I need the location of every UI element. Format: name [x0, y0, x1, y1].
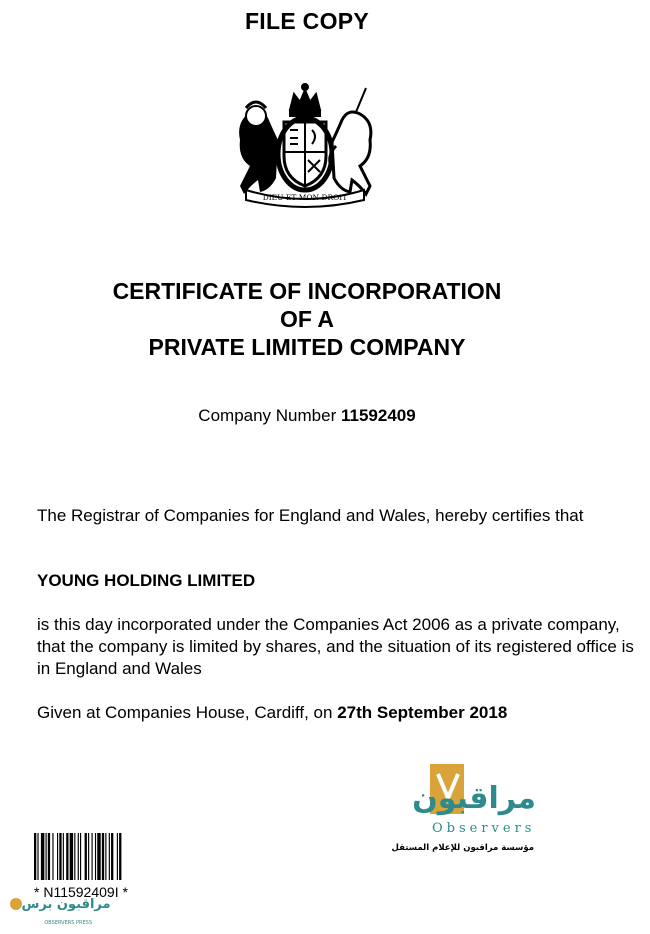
press-arabic-name: مراقبون برس [21, 897, 111, 912]
royal-coat-of-arms-icon [232, 82, 378, 206]
barcode-bar [80, 833, 81, 880]
registrar-certifies-paragraph: The Registrar of Companies for England and Wales, hereby certifies that [37, 506, 584, 525]
barcode-bar [46, 833, 47, 880]
company-number-label: Company Number [198, 406, 337, 425]
barcode-bar [48, 833, 50, 880]
title-line-3: PRIVATE LIMITED COMPANY [148, 334, 466, 360]
press-english-name: OBSERVERS PRESS [44, 920, 92, 926]
barcode-bar [52, 833, 53, 880]
barcode-bar [63, 833, 64, 880]
observers-logo-icon [391, 762, 544, 858]
title-line-1: CERTIFICATE OF INCORPORATION [112, 278, 502, 304]
barcode-bar [34, 833, 36, 880]
title-line-2: OF A [279, 306, 335, 332]
barcode-bar [59, 833, 61, 880]
company-number-value: 11592409 [340, 406, 416, 425]
certificate-title [0, 277, 614, 361]
file-copy-heading: FILE COPY [244, 8, 370, 34]
barcode-bar [41, 833, 44, 880]
barcode-bar [95, 833, 96, 880]
barcode-bar [57, 833, 58, 880]
barcode-bar [66, 833, 68, 880]
barcode-bar [70, 833, 73, 880]
barcode-bar [37, 833, 38, 880]
barcode-bar [102, 833, 104, 880]
barcode-bar [85, 833, 87, 880]
observers-arabic-name: مراقبون [412, 781, 536, 816]
barcode-bar [92, 833, 93, 880]
barcode-bar [88, 833, 89, 880]
barcode-bar [78, 833, 79, 880]
observers-english-name: Observers [432, 821, 536, 836]
observers-tagline: مؤسسة مراقبون للإعلام المستقل [391, 843, 534, 853]
barcode-text: * N11592409I * [34, 884, 128, 900]
barcode-bar [111, 833, 113, 880]
barcode-bar [109, 833, 110, 880]
company-name: YOUNG HOLDING LIMITED [37, 571, 256, 590]
given-at-line [37, 702, 637, 724]
incorporation-paragraph: is this day incorporated under the Companies Act 2006 as a private company, that the company is limited by shares, and the situation of its registered office is in England and Wales [37, 615, 634, 678]
company-number-line [0, 406, 614, 426]
given-date: 27th September 2018 [337, 703, 508, 722]
crest-motto-text: DIEU ET MON DROIT [262, 193, 348, 202]
barcode-bar [74, 833, 75, 880]
given-at-prefix: Given at Companies House, Cardiff, on [37, 703, 333, 722]
barcode-bar [97, 833, 100, 880]
barcode-bar [105, 833, 106, 880]
barcode-icon [33, 833, 176, 880]
barcode-bar [119, 833, 121, 880]
barcode-bar [117, 833, 118, 880]
